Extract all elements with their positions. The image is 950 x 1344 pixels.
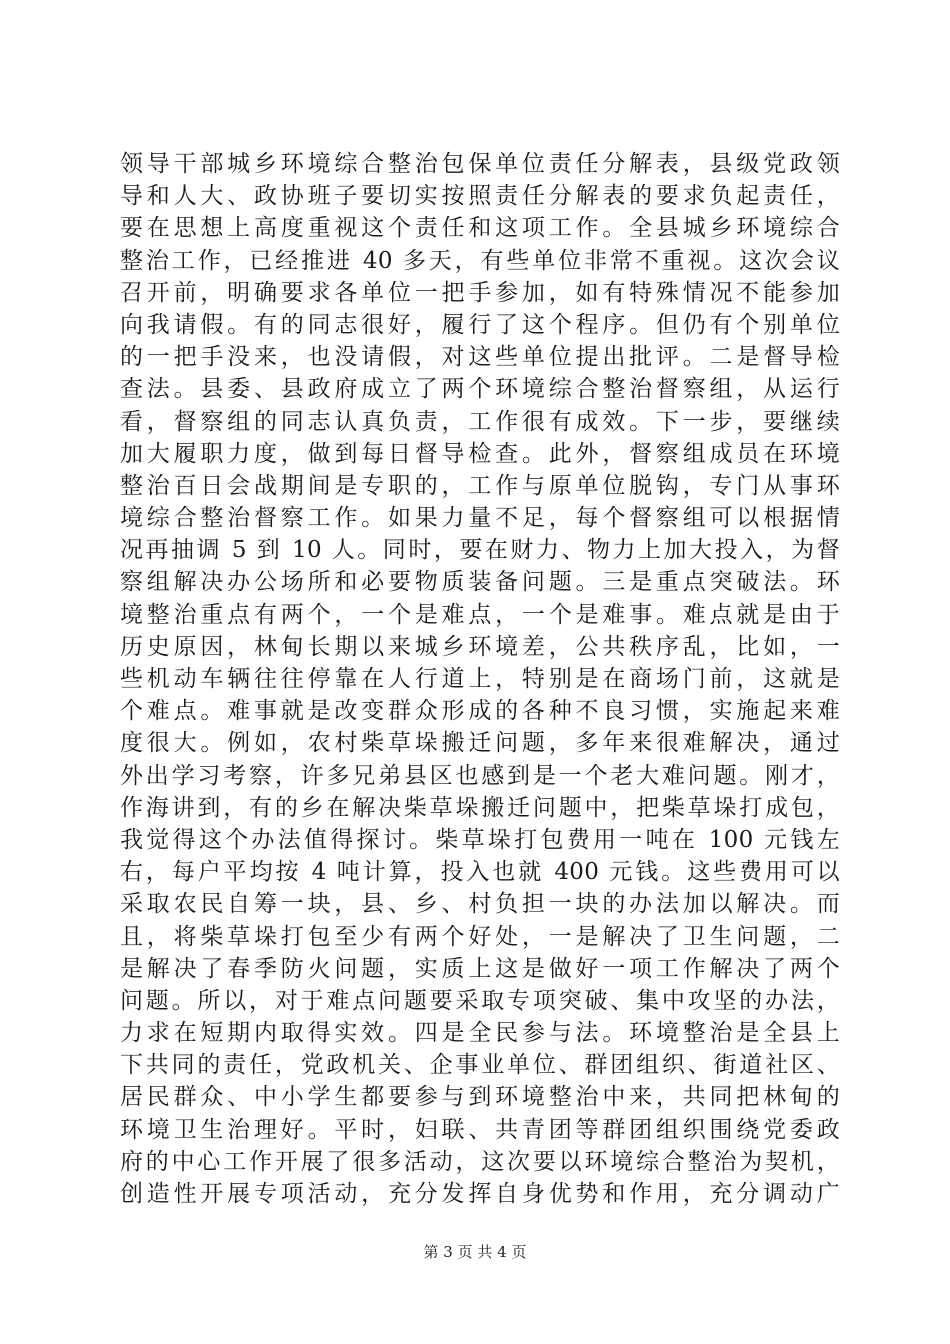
text-line: 境整治重点有两个，一个是难点，一个是难事。难点就是由于 <box>120 601 840 628</box>
text-line: 察组解决办公场所和必要物质装备问题。三是重点突破法。环 <box>120 569 840 596</box>
text-line: 问题。所以，对于难点问题要采取专项突破、集中攻坚的办法， <box>120 987 840 1014</box>
text-line: 且，将柴草垛打包至少有两个好处，一是解决了卫生问题，二 <box>120 923 840 950</box>
text-line: 领导干部城乡环境综合整治包保单位责任分解表，县级党政领 <box>120 151 840 177</box>
text-line: 境综合整治督察工作。如果力量不足，每个督察组可以根据情 <box>120 505 840 532</box>
text-line: 居民群众、中小学生都要参与到环境整治中来，共同把林甸的 <box>120 1084 840 1111</box>
page-footer: 第 3 页 共 4 页 <box>423 1243 527 1261</box>
text-line: 个难点。难事就是改变群众形成的各种不良习惯，实施起来难 <box>120 698 840 725</box>
text-line: 我觉得这个办法值得探讨。柴草垛打包费用一吨在 100 元钱左 <box>120 826 840 853</box>
text-line: 些机动车辆往往停靠在人行道上，特别是在商场门前，这就是 <box>120 666 840 692</box>
text-line: 作海讲到，有的乡在解决柴草垛搬迁问题中，把柴草垛打成包， <box>120 794 840 821</box>
text-line: 环境卫生治理好。平时，妇联、共青团等群团组织围绕党委政 <box>120 1116 840 1143</box>
text-line: 导和人大、政协班子要切实按照责任分解表的要求负起责任， <box>120 183 840 210</box>
text-line: 要在思想上高度重视这个责任和这项工作。全县城乡环境综合 <box>120 215 840 242</box>
text-line: 是解决了春季防火问题，实质上这是做好一项工作解决了两个 <box>120 955 840 982</box>
text-line: 外出学习考察，许多兄弟县区也感到是一个老大难问题。刚才， <box>120 762 840 789</box>
body-text <box>120 148 840 1210</box>
text-line: 整治工作，已经推进 40 多天，有些单位非常不重视。这次会议 <box>120 247 840 274</box>
text-line: 加大履职力度，做到每日督导检查。此外，督察组成员在环境 <box>120 440 840 467</box>
text-line: 创造性开展专项活动，充分发挥自身优势和作用，充分调动广 <box>120 1181 840 1207</box>
text-line: 下共同的责任，党政机关、企事业单位、群团组织、街道社区、 <box>120 1052 840 1079</box>
text-line: 查法。县委、县政府成立了两个环境综合整治督察组，从运行 <box>120 376 840 403</box>
text-line: 向我请假。有的同志很好，履行了这个程序。但仍有个别单位 <box>120 311 840 338</box>
text-line: 况再抽调 5 到 10 人。同时，要在财力、物力上加大投入，为督 <box>120 537 840 564</box>
text-line: 召开前，明确要求各单位一把手参加，如有特殊情况不能参加 <box>120 279 840 306</box>
text-line: 看，督察组的同志认真负责，工作很有成效。下一步，要继续 <box>120 408 840 435</box>
text-line: 历史原因，林甸长期以来城乡环境差，公共秩序乱，比如，一 <box>120 633 840 660</box>
text-line: 右，每户平均按 4 吨计算，投入也就 400 元钱。这些费用可以 <box>120 859 840 886</box>
text-line: 度很大。例如，农村柴草垛搬迁问题，多年来很难解决，通过 <box>120 730 840 757</box>
text-line: 采取农民自筹一块，县、乡、村负担一块的办法加以解决。而 <box>120 891 840 918</box>
text-line: 的一把手没来，也没请假，对这些单位提出批评。二是督导检 <box>120 344 840 371</box>
text-line: 力求在短期内取得实效。四是全民参与法。环境整治是全县上 <box>120 1020 840 1047</box>
text-line: 府的中心工作开展了很多活动，这次要以环境综合整治为契机， <box>120 1148 840 1175</box>
text-line: 整治百日会战期间是专职的，工作与原单位脱钩，专门从事环 <box>120 472 840 499</box>
